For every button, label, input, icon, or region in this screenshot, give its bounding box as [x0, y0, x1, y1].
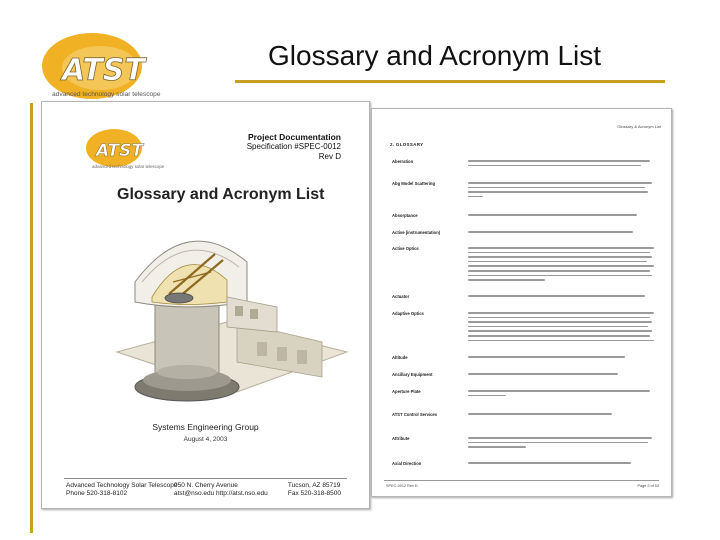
footer-phone: Phone 520-318-8102: [66, 490, 128, 497]
project-doc-block: [247, 132, 341, 162]
definition-lines: [468, 356, 660, 361]
definition-lines: [468, 295, 660, 300]
running-head: Glossary & Acronym List: [617, 124, 661, 129]
glossary-term: Attribute: [392, 436, 410, 441]
left-rule: [30, 103, 33, 533]
glossary-term: Axial Direction: [392, 461, 422, 466]
footer-contact: atst@nso.edu http://atst.nso.edu: [174, 490, 268, 497]
group-name: Systems Engineering Group: [152, 422, 259, 432]
logo-acronym: ATST: [62, 53, 145, 88]
definition-lines: [468, 462, 660, 467]
slide-title: Glossary and Acronym List: [268, 40, 602, 71]
definition-lines: [468, 312, 660, 344]
footer-left: [66, 482, 177, 498]
atst-logo: [30, 16, 260, 102]
revision: Rev D: [318, 152, 341, 161]
cover-page: [41, 101, 370, 509]
page-footer-rule: [384, 480, 659, 481]
definition-lines: [468, 390, 660, 399]
glossary-term: Active Optics: [392, 246, 419, 251]
glossary-term: Ancillary Equipment: [392, 372, 433, 377]
footer-org: Advanced Technology Solar Telescope: [66, 482, 178, 489]
logo-tagline: advanced technology solar telescope: [52, 91, 161, 98]
glossary-term: Altitude: [392, 355, 408, 360]
footer-fax: Fax 520-318-8500: [287, 490, 341, 497]
cover-logo-acronym: ATST: [96, 141, 143, 161]
definition-lines: [468, 182, 660, 200]
header-rule: [235, 80, 665, 83]
glossary-term: Adaptive Optics: [392, 311, 424, 316]
cover-footer-rule: [64, 478, 347, 479]
spec-number: Specification #SPEC-0012: [246, 142, 341, 151]
cover-title: Glossary and Acronym List: [117, 186, 325, 203]
footer-middle: [174, 482, 268, 498]
page-footer-left: SPEC-0012 Rev D: [386, 484, 418, 488]
definition-lines: [468, 214, 660, 219]
glossary-term: Actuator: [392, 294, 410, 299]
footer-right: [288, 482, 341, 498]
definition-lines: [468, 247, 660, 284]
cover-date: August 4, 2003: [183, 436, 228, 443]
cover-logo-tagline: advanced technology solar telescope: [92, 164, 165, 169]
glossary-term: Aperture Plate: [392, 389, 421, 394]
glossary-term: ATST Control Services: [392, 412, 438, 417]
page-footer-right: Page 2 of 53: [637, 484, 659, 488]
definition-lines: [468, 373, 660, 378]
footer-address: 950 N. Cherry Avenue: [174, 482, 238, 489]
glossary-term: Abg Model Scattering: [392, 181, 436, 186]
cover-logo: [78, 124, 208, 174]
project-doc-label: Project Documentation: [247, 132, 341, 142]
definition-lines: [468, 437, 660, 451]
telescope-illustration: [107, 202, 352, 417]
glossary-term: Absorptance: [392, 213, 418, 218]
definition-lines: [468, 160, 660, 169]
section-heading: 2. GLOSSARY: [390, 142, 424, 147]
footer-city: Tucson, AZ 85719: [287, 482, 341, 489]
glossary-term: Aberration: [392, 159, 414, 164]
definition-lines: [468, 413, 660, 418]
glossary-page: [371, 108, 672, 497]
definition-lines: [468, 231, 660, 236]
glossary-term: Active (instrumentation): [392, 230, 441, 235]
